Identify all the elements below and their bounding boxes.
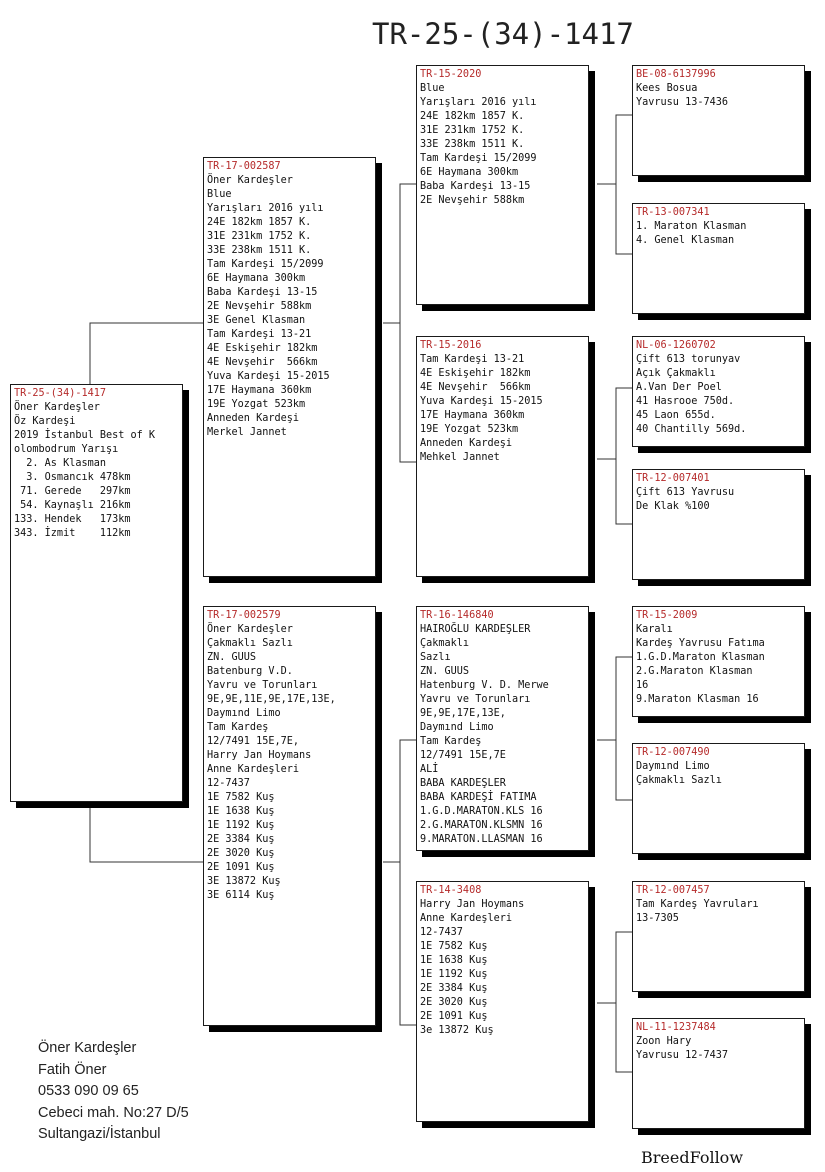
card-line: Blue [420, 83, 445, 94]
card-line: 1E 1192 Kuş [420, 969, 488, 980]
connector-ds-dam [616, 740, 632, 800]
card-line: 3E 6114 Kuş [207, 890, 275, 901]
card-line: Anneden Kardeşi [207, 413, 300, 424]
card-line: Çakmaklı [420, 638, 470, 649]
connector-dd-dam [616, 1003, 632, 1072]
card-line: Kees Bosua [636, 83, 698, 94]
pedigree-card-gg3[interactable] [632, 336, 805, 447]
card-line: Öner Kardeşler [207, 175, 293, 186]
pedigree-card-dam[interactable] [203, 606, 376, 1026]
ring-number: TR-16-146840 [420, 610, 494, 621]
card-line: Blue [207, 189, 232, 200]
card-line: Anne Kardeşleri [420, 913, 513, 924]
card-line: 9.Maraton Klasman 16 [636, 694, 759, 705]
card-line: Tam Kardeş Yavruları [636, 899, 759, 910]
card-line: Hatenburg V. D. Merwe [420, 680, 549, 691]
card-line: 1E 1638 Kuş [420, 955, 488, 966]
card-line: ZN. GUUS [207, 652, 257, 663]
card-line: 33E 238km 1511 K. [207, 245, 312, 256]
card-line: 2E 3384 Kuş [207, 834, 275, 845]
card-line: Öz Kardeşi [14, 416, 76, 427]
card-line: Daymınd Limo [636, 761, 710, 772]
card-line: Yarışları 2016 yılı [420, 97, 537, 108]
owner-name: Öner Kardeşler [38, 1040, 137, 1056]
card-line: Yavru ve Torunları [420, 694, 531, 705]
ring-number: TR-15-2009 [636, 610, 698, 621]
card-line: Öner Kardeşler [207, 624, 293, 635]
card-line: Tam Kardeşi 15/2099 [207, 259, 324, 270]
card-line: 2.G.Maraton Klasman [636, 666, 753, 677]
pedigree-card-subject[interactable] [10, 384, 183, 802]
card-line: 9E,9E,11E,9E,17E,13E, [207, 694, 336, 705]
ring-number: NL-11-1237484 [636, 1022, 716, 1033]
card-line: Çakmaklı Sazlı [636, 775, 722, 786]
card-line: 2E 3384 Kuş [420, 983, 488, 994]
card-line: 2E Nevşehir 588km [420, 195, 525, 206]
card-line: 1.G.D.MARATON.KLS 16 [420, 806, 543, 817]
card-line: 1E 7582 Kuş [420, 941, 488, 952]
ring-number: TR-15-2020 [420, 69, 482, 80]
card-line: HAIROĞLU KARDEŞLER [420, 624, 531, 635]
card-line: 33E 238km 1511 K. [420, 139, 525, 150]
card-line: Yarışları 2016 yılı [207, 203, 324, 214]
ring-number: TR-12-007401 [636, 473, 710, 484]
card-line: 54. Kaynaşlı 216km [14, 500, 131, 511]
card-line: Yuva Kardeşi 15-2015 [420, 396, 543, 407]
connector-sire-parents [383, 184, 416, 323]
pedigree-card-gg8[interactable] [632, 1018, 805, 1129]
card-line: 2E 1091 Kuş [207, 862, 275, 873]
card-line: 31E 231km 1752 K. [207, 231, 312, 242]
card-line: 40 Chantilly 569d. [636, 424, 747, 435]
card-line: Tam Kardeş [420, 736, 482, 747]
card-line: Tam Kardeşi 15/2099 [420, 153, 537, 164]
card-line: 1E 1192 Kuş [207, 820, 275, 831]
pedigree-title: TR-25-(34)-1417 [372, 17, 634, 51]
card-line: 2E Nevşehir 588km [207, 301, 312, 312]
card-line: 6E Haymana 300km [207, 273, 306, 284]
card-line: A.Van Der Poel [636, 382, 722, 393]
connector-dam-parents [383, 740, 416, 862]
card-line: 9E,9E,17E,13E, [420, 708, 506, 719]
card-line: BABA KARDEŞİ FATIMA [420, 792, 537, 803]
pedigree-card-gg7[interactable] [632, 881, 805, 992]
card-line: 6E Haymana 300km [420, 167, 519, 178]
card-line: 2E 1091 Kuş [420, 1011, 488, 1022]
card-line: 1E 7582 Kuş [207, 792, 275, 803]
card-line: 2E 3020 Kuş [207, 848, 275, 859]
card-line: Merkel Jannet [207, 427, 287, 438]
owner-phone: 0533 090 09 65 [38, 1083, 139, 1099]
card-line: 71. Gerede 297km [14, 486, 131, 497]
card-line: 2.G.MARATON.KLSMN 16 [420, 820, 543, 831]
card-line: Çift 613 Yavrusu [636, 487, 735, 498]
card-line: 4E Eskişehir 182km [207, 343, 318, 354]
card-line: 12-7437 [420, 927, 463, 938]
card-line: 4E Nevşehir 566km [420, 382, 531, 393]
card-line: Tam Kardeşi 13-21 [207, 329, 312, 340]
brand-logo-text: BreedFollow [641, 1148, 744, 1167]
card-line: Mehkel Jannet [420, 452, 500, 463]
card-line: Anneden Kardeşi [420, 438, 513, 449]
connector-subject-dam [90, 802, 204, 862]
ring-number: TR-12-007457 [636, 885, 710, 896]
card-line: 1E 1638 Kuş [207, 806, 275, 817]
card-line: 4. Genel Klasman [636, 235, 735, 246]
card-line: 41 Hasrooe 750d. [636, 396, 735, 407]
ring-number: TR-13-007341 [636, 207, 710, 218]
pedigree-card-dam-sire[interactable] [416, 606, 589, 851]
card-line: 31E 231km 1752 K. [420, 125, 525, 136]
pedigree-card-gg5[interactable] [632, 606, 805, 717]
pedigree-card-dam-dam[interactable] [416, 881, 589, 1122]
owner-person: Fatih Öner [38, 1061, 107, 1078]
card-line: Sazlı [420, 652, 451, 663]
connector-dam-dam [400, 862, 416, 1025]
card-line: 12/7491 15E,7E [420, 750, 506, 761]
card-line: 3E 13872 Kuş [207, 876, 281, 887]
connector-ss-dam [616, 184, 632, 254]
connector-subject-sire [90, 323, 204, 384]
ring-number: TR-12-007490 [636, 747, 710, 758]
card-line: 19E Yozgat 523km [420, 424, 519, 435]
card-line: 2E 3020 Kuş [420, 997, 488, 1008]
ring-number: TR-15-2016 [420, 340, 482, 351]
card-line: 24E 182km 1857 K. [207, 217, 312, 228]
card-line: 45 Laon 655d. [636, 410, 716, 421]
connector-ds-parents [597, 657, 632, 740]
owner-address: Cebeci mah. No:27 D/5 [38, 1104, 189, 1121]
card-line: 4E Eskişehir 182km [420, 368, 531, 379]
card-line: 4E Nevşehir 566km [207, 357, 318, 368]
owner-contact-block [38, 1038, 189, 1146]
card-line: ZN. GUUS [420, 666, 470, 677]
ring-number: BE-08-6137996 [636, 69, 716, 80]
card-line: 9.MARATON.LLASMAN 16 [420, 834, 543, 845]
card-line: 1.G.D.Maraton Klasman [636, 652, 765, 663]
card-line: Tam Kardeş [207, 722, 269, 733]
pedigree-card-gg4[interactable] [632, 469, 805, 580]
card-line: Harry Jan Hoymans [207, 750, 312, 761]
card-line: Batenburg V.D. [207, 666, 293, 677]
card-line: Daymınd Limo [207, 708, 281, 719]
pedigree-card-sire-dam[interactable] [416, 336, 589, 577]
card-line: 2. As Klasman [14, 458, 107, 469]
ring-number: TR-25-(34)-1417 [14, 388, 107, 399]
ring-number: TR-17-002587 [207, 161, 281, 172]
pedigree-card-gg2[interactable] [632, 203, 805, 314]
pedigree-card-sire[interactable] [203, 157, 376, 577]
card-line: Yavrusu 13-7436 [636, 97, 729, 108]
card-line: 133. Hendek 173km [14, 514, 131, 525]
pedigree-card-gg6[interactable] [632, 743, 805, 854]
card-line: 1. Maraton Klasman [636, 221, 747, 232]
card-line: Çakmaklı Sazlı [207, 638, 293, 649]
card-line: 3E Genel Klasman [207, 315, 306, 326]
card-line: Tam Kardeşi 13-21 [420, 354, 525, 365]
card-line: 19E Yozgat 523km [207, 399, 306, 410]
card-line: 17E Haymana 360km [207, 385, 312, 396]
connector-sire-dam [400, 323, 416, 462]
card-line: Karalı [636, 624, 673, 635]
owner-city: Sultangazi/İstanbul [38, 1126, 161, 1142]
card-line: 2019 İstanbul Best of K [14, 430, 156, 441]
connector-dd-parents [597, 932, 632, 1003]
card-line: Açık Çakmaklı [636, 368, 716, 379]
pedigree-card-sire-sire[interactable] [416, 65, 589, 305]
card-line: Baba Kardeşi 13-15 [420, 181, 531, 192]
card-line: ALİ [420, 764, 439, 775]
card-line: Yuva Kardeşi 15-2015 [207, 371, 330, 382]
card-line: 3. Osmancık 478km [14, 472, 131, 483]
card-line: 12/7491 15E,7E, [207, 736, 300, 747]
ring-number: TR-14-3408 [420, 885, 482, 896]
card-line: Daymınd Limo [420, 722, 494, 733]
card-line: Harry Jan Hoymans [420, 899, 525, 910]
card-line: BABA KARDEŞLER [420, 778, 506, 789]
card-line: 24E 182km 1857 K. [420, 111, 525, 122]
card-line: Kardeş Yavrusu Fatıma [636, 638, 765, 649]
card-line: olombodrum Yarışı [14, 444, 119, 455]
ring-number: TR-17-002579 [207, 610, 281, 621]
card-line: 343. İzmit 112km [14, 528, 131, 539]
card-line: Zoon Hary [636, 1036, 692, 1047]
card-line: Öner Kardeşler [14, 402, 100, 413]
card-line: Çift 613 torunyav [636, 354, 741, 365]
connector-sd-parents [597, 388, 632, 459]
card-line: 17E Haymana 360km [420, 410, 525, 421]
connector-sd-dam [616, 459, 632, 524]
card-line: Anne Kardeşleri [207, 764, 300, 775]
ring-number: NL-06-1260702 [636, 340, 716, 351]
connector-ss-parents [597, 115, 632, 184]
card-line: De Klak %100 [636, 501, 710, 512]
card-line: Yavrusu 12-7437 [636, 1050, 729, 1061]
card-line: Baba Kardeşi 13-15 [207, 287, 318, 298]
card-line: 3e 13872 Kuş [420, 1025, 494, 1036]
card-line: 16 [636, 680, 649, 691]
card-line: 12-7437 [207, 778, 250, 789]
pedigree-card-gg1[interactable] [632, 65, 805, 176]
card-line: 13-7305 [636, 913, 679, 924]
card-line: Yavru ve Torunları [207, 680, 318, 691]
